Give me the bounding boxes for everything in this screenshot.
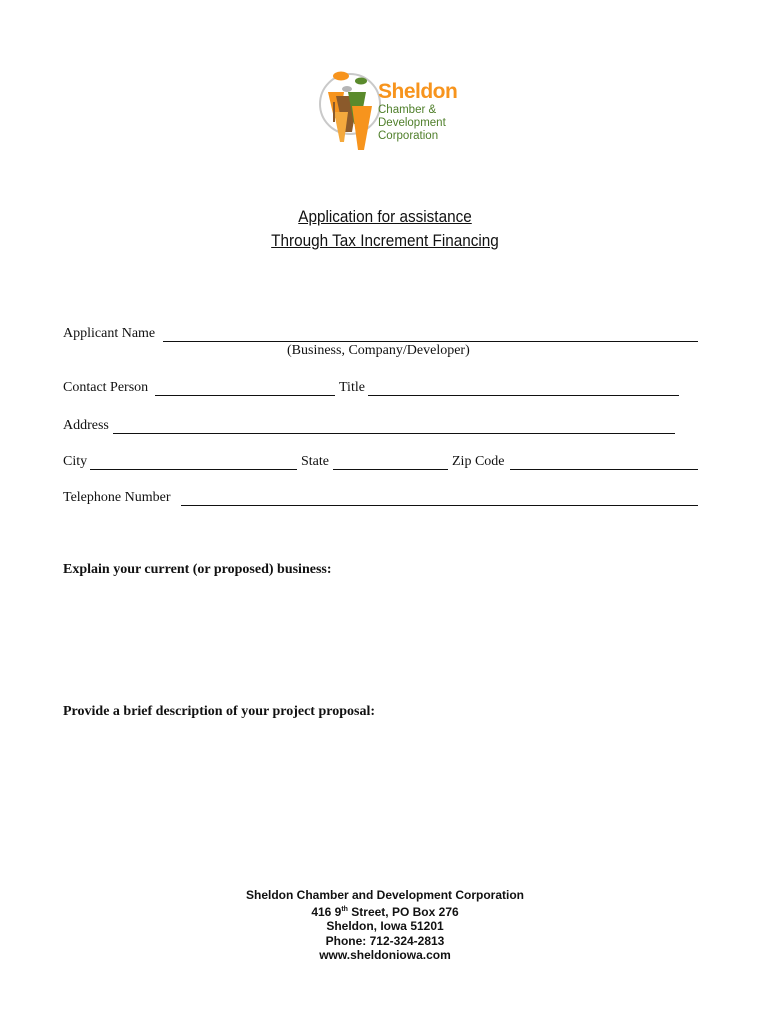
applicant-name-label: Applicant Name: [63, 326, 156, 341]
state-label: State: [301, 454, 329, 469]
title-label: Title: [339, 380, 365, 395]
footer-org: Sheldon Chamber and Development Corporation: [245, 888, 525, 902]
contact-person-field[interactable]: [155, 395, 335, 396]
footer-phone: Phone: 712-324-2813: [325, 933, 445, 948]
sheldon-logo: [314, 62, 474, 156]
city-field[interactable]: [90, 469, 297, 470]
contact-person-label: Contact Person: [63, 380, 149, 395]
applicant-caption: (Business, Company/Developer): [287, 343, 470, 358]
footer-website: www.sheldoniowa.com: [319, 948, 451, 963]
zip-field[interactable]: [510, 469, 698, 470]
footer-city: Sheldon, Iowa 51201: [326, 919, 444, 934]
logo-name: Sheldon: [378, 80, 458, 103]
logo-subtitle-line: Corporation: [378, 130, 439, 142]
project-question: Provide a brief description of your project proposal:: [63, 704, 375, 719]
zip-label: Zip Code: [452, 454, 505, 469]
document-subtitle: Through Tax Increment Financing: [271, 231, 499, 250]
logo-subtitle-line: Development: [378, 117, 446, 129]
logo-subtitle-line: Chamber &: [378, 104, 437, 116]
telephone-field[interactable]: [181, 505, 698, 506]
address-label: Address: [63, 418, 109, 433]
document-title: Application for assistance: [298, 207, 472, 226]
applicant-name-field[interactable]: [163, 341, 698, 342]
city-label: City: [63, 454, 88, 469]
telephone-label: Telephone Number: [63, 490, 171, 505]
logo-figures-icon: [314, 62, 384, 156]
title-field[interactable]: [368, 395, 679, 396]
footer-address: 416 9th Street, PO Box 276: [311, 904, 459, 919]
business-question: Explain your current (or proposed) business:: [63, 562, 332, 577]
footer-contact: [0, 888, 770, 963]
address-field[interactable]: [113, 433, 675, 434]
state-field[interactable]: [333, 469, 448, 470]
